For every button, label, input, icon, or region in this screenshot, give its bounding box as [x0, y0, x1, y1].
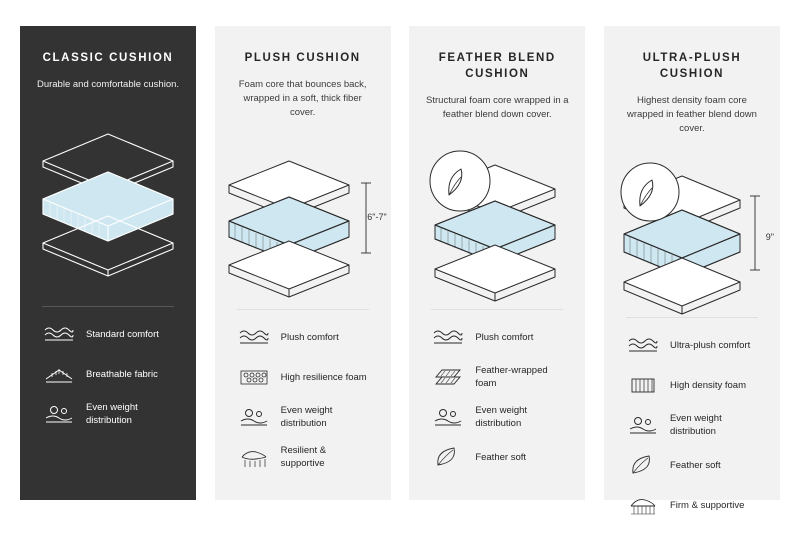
- divider: [237, 309, 369, 310]
- feature-item: [431, 364, 563, 390]
- feature-label: Feather-wrapped foam: [475, 365, 548, 389]
- divider: [626, 317, 758, 318]
- card-description: Foam core that bounces back, wrapped in a soft, thick fiber cover.: [238, 79, 367, 118]
- divider: [431, 309, 563, 310]
- bottom-cover-layer: [624, 258, 740, 314]
- cushion-illustration-feather-blend: [415, 148, 579, 289]
- bottom-cover-layer: [229, 241, 349, 297]
- firm-supportive-icon: [626, 492, 660, 518]
- card-ultra-plush-cushion[interactable]: [604, 26, 780, 511]
- feature-item: [431, 324, 563, 350]
- feature-item: [626, 372, 758, 398]
- cushion-illustration-plush: [221, 146, 385, 289]
- wave-lines-icon: [42, 321, 76, 347]
- feature-label: Resilient & supportive: [280, 445, 327, 469]
- wave-lines-icon: [626, 332, 660, 358]
- feature-label: Even weight distribution: [669, 413, 722, 437]
- even-weight-icon: [42, 401, 76, 427]
- feature-label: Firm & supportive: [669, 499, 745, 511]
- feature-label: Feather soft: [475, 451, 527, 463]
- feature-list-plush: [231, 307, 375, 484]
- cushion-illustration-ultra-plush: [610, 162, 774, 297]
- feature-item: [626, 412, 758, 438]
- foam-core-layer: [43, 172, 173, 241]
- feature-label: Standard comfort: [86, 328, 159, 340]
- magnifier-detail-circle: [430, 151, 490, 211]
- breathable-fabric-icon: [42, 361, 76, 387]
- feature-item: [431, 444, 563, 470]
- card-plush-cushion[interactable]: [215, 26, 391, 500]
- feature-list-ultra-plush: [620, 315, 764, 532]
- dimension-label: 6"-7": [367, 212, 387, 222]
- feather-icon: [626, 452, 660, 478]
- feather-wrapped-icon: [431, 364, 465, 390]
- feature-item: [626, 452, 758, 478]
- feature-item: [237, 324, 369, 350]
- feature-item: [626, 332, 758, 358]
- card-description: Durable and comfortable cushion.: [36, 79, 180, 90]
- feature-item: [431, 404, 563, 430]
- card-description: Highest density foam core wrapped in feather blend down cover.: [627, 95, 757, 134]
- feature-item: [42, 401, 174, 427]
- feature-label: High resilience foam: [280, 371, 367, 383]
- feature-label: High density foam: [669, 379, 747, 391]
- feather-icon: [431, 444, 465, 470]
- card-description: Structural foam core wrapped in a feather blend down cover.: [426, 95, 569, 120]
- feature-label: Breathable fabric: [86, 368, 158, 380]
- card-title: FEATHER BLEND CUSHION: [438, 52, 556, 80]
- even-weight-icon: [626, 412, 660, 438]
- feature-label: Plush comfort: [475, 331, 534, 343]
- feature-item: [237, 404, 369, 430]
- divider: [42, 306, 174, 307]
- feature-label: Even weight distribution: [86, 402, 138, 426]
- feature-label: Plush comfort: [280, 331, 339, 343]
- feature-item: [42, 321, 174, 347]
- card-title: CLASSIC CUSHION: [42, 52, 174, 64]
- feature-label: Even weight distribution: [280, 405, 333, 429]
- dimension-label: 9": [765, 232, 774, 242]
- feature-item: [626, 492, 758, 518]
- even-weight-icon: [237, 404, 271, 430]
- feature-label: Feather soft: [669, 459, 721, 471]
- dimension-bracket: [750, 196, 760, 270]
- bottom-cover-layer: [435, 245, 555, 301]
- feature-list-feather-blend: [425, 307, 569, 484]
- feature-label: Even weight distribution: [475, 405, 528, 429]
- cushion-illustration-classic: [26, 118, 190, 268]
- card-classic-cushion[interactable]: [20, 26, 196, 500]
- feature-item: [237, 444, 369, 470]
- magnifier-detail-circle: [621, 163, 679, 221]
- card-feather-blend-cushion[interactable]: [409, 26, 585, 500]
- wave-lines-icon: [431, 324, 465, 350]
- feature-item: [42, 361, 174, 387]
- feature-label: Ultra-plush comfort: [669, 339, 751, 351]
- honeycomb-foam-icon: [237, 364, 271, 390]
- supportive-cushion-icon: [237, 444, 271, 470]
- feature-list-classic: [36, 304, 180, 441]
- card-title: ULTRA-PLUSH CUSHION: [642, 52, 742, 80]
- card-title: PLUSH CUSHION: [244, 52, 361, 64]
- feature-item: [237, 364, 369, 390]
- wave-lines-icon: [237, 324, 271, 350]
- even-weight-icon: [431, 404, 465, 430]
- high-density-foam-icon: [626, 372, 660, 398]
